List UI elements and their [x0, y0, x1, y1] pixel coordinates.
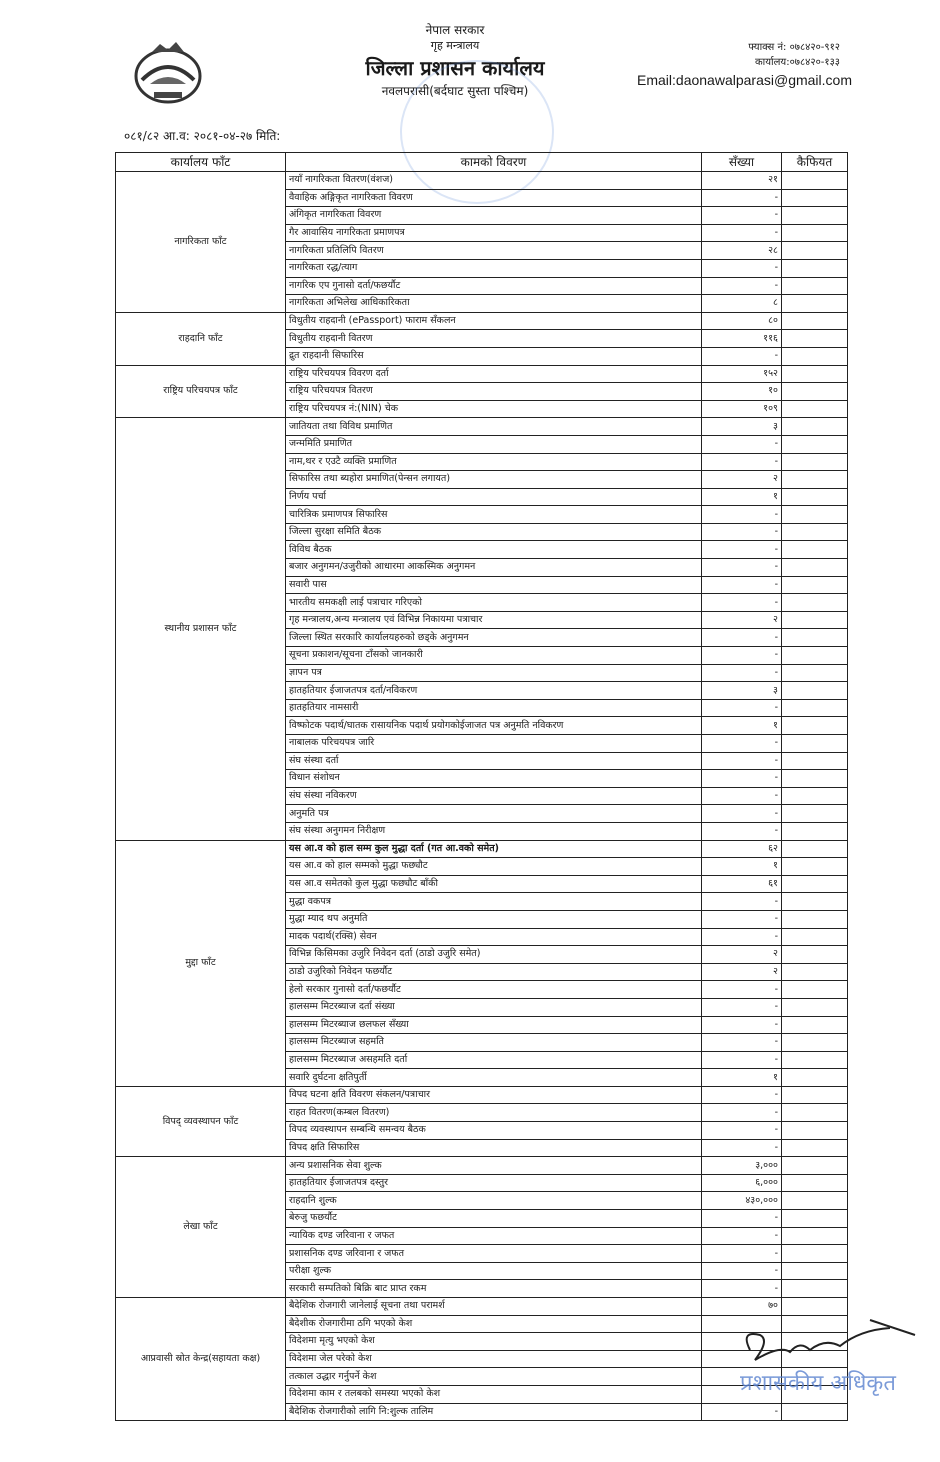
- remarks-cell: [782, 1210, 848, 1228]
- remarks-cell: [782, 1157, 848, 1175]
- description-cell: नागरिक एप गुनासो दर्ता/फछर्यौट: [286, 277, 702, 295]
- remarks-cell: [782, 910, 848, 928]
- remarks-cell: [782, 347, 848, 365]
- count-cell: -: [702, 629, 782, 647]
- count-cell: -: [702, 787, 782, 805]
- count-cell: [702, 1385, 782, 1403]
- section-name-cell: आप्रवासी स्रोत केन्द्र(सहायता कक्ष): [116, 1298, 286, 1421]
- remarks-cell: [782, 699, 848, 717]
- description-cell: मुद्धा म्याद थप अनुमति: [286, 910, 702, 928]
- count-cell: -: [702, 1227, 782, 1245]
- col-header-count: सँख्या: [702, 153, 782, 172]
- count-cell: १०: [702, 383, 782, 401]
- remarks-cell: [782, 1051, 848, 1069]
- government-name: नेपाल सरकार: [425, 23, 485, 37]
- remarks-cell: [782, 594, 848, 612]
- remarks-cell: [782, 893, 848, 911]
- description-cell: संघ संस्था नविकरण: [286, 787, 702, 805]
- count-cell: २: [702, 471, 782, 489]
- description-cell: जिल्ला सुरक्षा समिति बैठक: [286, 523, 702, 541]
- table-row: [116, 172, 848, 190]
- description-cell: न्यायिक दण्ड जरिवाना र जफत: [286, 1227, 702, 1245]
- description-cell: नाबालक परिचयपत्र जारि: [286, 735, 702, 753]
- remarks-cell: [782, 629, 848, 647]
- remarks-cell: [782, 805, 848, 823]
- remarks-cell: [782, 471, 848, 489]
- count-cell: -: [702, 1245, 782, 1263]
- remarks-cell: [782, 1086, 848, 1104]
- remarks-cell: [782, 1227, 848, 1245]
- description-cell: विधुतीय राहदानी वितरण: [286, 330, 702, 348]
- office-name: जिल्ला प्रशासन कार्यालय: [365, 56, 545, 80]
- count-cell: -: [702, 1210, 782, 1228]
- remarks-cell: [782, 488, 848, 506]
- remarks-cell: [782, 1104, 848, 1122]
- description-cell: बैदेशीक रोजगारीमा ठगि भएको केश: [286, 1315, 702, 1333]
- count-cell: -: [702, 770, 782, 788]
- count-cell: -: [702, 559, 782, 577]
- count-cell: [702, 1368, 782, 1386]
- description-cell: हालसम्म मिटरब्याज छलफल सँख्या: [286, 1016, 702, 1034]
- description-cell: अंगिकृत नागरिकता विवरण: [286, 207, 702, 225]
- count-cell: -: [702, 594, 782, 612]
- count-cell: -: [702, 735, 782, 753]
- remarks-cell: [782, 1385, 848, 1403]
- description-cell: हालसम्म मिटरब्याज दर्ता संख्या: [286, 998, 702, 1016]
- count-cell: -: [702, 1104, 782, 1122]
- table-body: [116, 172, 848, 1421]
- remarks-cell: [782, 559, 848, 577]
- count-cell: -: [702, 1034, 782, 1052]
- description-cell: चारित्रिक प्रमाणपत्र सिफारिस: [286, 506, 702, 524]
- count-cell: -: [702, 453, 782, 471]
- count-cell: -: [702, 910, 782, 928]
- count-cell: -: [702, 541, 782, 559]
- count-cell: ८०: [702, 312, 782, 330]
- description-cell: वैवाहिक अङ्गिकृत नागरिकता विवरण: [286, 189, 702, 207]
- description-cell: जातियता तथा विविध प्रमाणित: [286, 418, 702, 436]
- count-cell: -: [702, 664, 782, 682]
- description-cell: तत्काल उद्धार गर्नुपर्ने केश: [286, 1368, 702, 1386]
- count-cell: ६,०००: [702, 1174, 782, 1192]
- count-cell: -: [702, 805, 782, 823]
- description-cell: राष्ट्रिय परिचयपत्र नं:(NIN) चेक: [286, 400, 702, 418]
- description-cell: जिल्ला स्थित सरकारि कार्यालयहरुको छड्के अनुगमन: [286, 629, 702, 647]
- remarks-cell: [782, 1368, 848, 1386]
- count-cell: २: [702, 963, 782, 981]
- count-cell: -: [702, 277, 782, 295]
- count-cell: -: [702, 189, 782, 207]
- description-cell: राहत वितरण(कम्बल वितरण): [286, 1104, 702, 1122]
- description-cell: यस आ.व को हाल सम्मको मुद्धा फछ्यौट: [286, 858, 702, 876]
- remarks-cell: [782, 576, 848, 594]
- count-cell: -: [702, 1262, 782, 1280]
- remarks-cell: [782, 928, 848, 946]
- table-row: [116, 312, 848, 330]
- description-cell: संघ संस्था अनुगमन निरीक्षण: [286, 822, 702, 840]
- remarks-cell: [782, 664, 848, 682]
- description-cell: अनुमति पत्र: [286, 805, 702, 823]
- description-cell: विपद क्षति सिफारिस: [286, 1139, 702, 1157]
- remarks-cell: [782, 1139, 848, 1157]
- description-cell: संघ संस्था दर्ता: [286, 752, 702, 770]
- col-header-section: कार्यालय फाँट: [116, 153, 286, 172]
- count-cell: -: [702, 998, 782, 1016]
- fax-number: फ्याक्स नं: ०७८४२०-९१२: [748, 42, 840, 53]
- remarks-cell: [782, 189, 848, 207]
- remarks-cell: [782, 647, 848, 665]
- count-cell: -: [702, 981, 782, 999]
- count-cell: -: [702, 699, 782, 717]
- office-heading: [300, 22, 610, 100]
- count-cell: -: [702, 893, 782, 911]
- remarks-cell: [782, 1016, 848, 1034]
- description-cell: हालसम्म मिटरब्याज असहमति दर्ता: [286, 1051, 702, 1069]
- report-table: [115, 152, 848, 1421]
- contact-info: [625, 40, 852, 90]
- description-cell: ज्ञापन पत्र: [286, 664, 702, 682]
- remarks-cell: [782, 1245, 848, 1263]
- count-cell: -: [702, 1403, 782, 1421]
- remarks-cell: [782, 418, 848, 436]
- description-cell: नागरिकता अभिलेख आधिकारिकता: [286, 295, 702, 313]
- remarks-cell: [782, 541, 848, 559]
- description-cell: मादक पदार्थ(रक्सि) सेवन: [286, 928, 702, 946]
- remarks-cell: [782, 682, 848, 700]
- description-cell: जन्ममिति प्रमाणित: [286, 435, 702, 453]
- count-cell: -: [702, 347, 782, 365]
- section-name-cell: नागरिकता फाँट: [116, 172, 286, 313]
- description-cell: नयाँ नागरिकता वितरण(वंशज): [286, 172, 702, 190]
- remarks-cell: [782, 735, 848, 753]
- description-cell: विधान संशोधन: [286, 770, 702, 788]
- count-cell: ८: [702, 295, 782, 313]
- description-cell: यस आ.व को हाल सम्म कुल मुद्धा दर्ता (गत आ.वको समेत): [286, 840, 702, 858]
- count-cell: ६२: [702, 840, 782, 858]
- remarks-cell: [782, 822, 848, 840]
- remarks-cell: [782, 787, 848, 805]
- ministry-name: गृह मन्त्रालय: [430, 39, 480, 52]
- table-row: [116, 418, 848, 436]
- description-cell: ठाडो उजुरिको निवेदन फछर्यौट: [286, 963, 702, 981]
- remarks-cell: [782, 312, 848, 330]
- count-cell: -: [702, 1139, 782, 1157]
- description-cell: प्रशासनिक दण्ड जरिवाना र जफत: [286, 1245, 702, 1263]
- description-cell: परीक्षा शुल्क: [286, 1262, 702, 1280]
- count-cell: -: [702, 259, 782, 277]
- remarks-cell: [782, 523, 848, 541]
- count-cell: -: [702, 224, 782, 242]
- count-cell: -: [702, 928, 782, 946]
- description-cell: बैदेशिक रोजगारी जानेलाई सूचना तथा परामर्श: [286, 1298, 702, 1316]
- count-cell: -: [702, 576, 782, 594]
- remarks-cell: [782, 1350, 848, 1368]
- remarks-cell: [782, 365, 848, 383]
- description-cell: विविध बैठक: [286, 541, 702, 559]
- count-cell: -: [702, 506, 782, 524]
- description-cell: निर्णय पर्चा: [286, 488, 702, 506]
- remarks-cell: [782, 242, 848, 260]
- remarks-cell: [782, 770, 848, 788]
- district-name: नवलपरासी(बर्दघाट सुस्ता पश्चिम): [381, 84, 529, 98]
- count-cell: -: [702, 1280, 782, 1298]
- description-cell: विदेशमा जेल परेको केश: [286, 1350, 702, 1368]
- remarks-cell: [782, 963, 848, 981]
- count-cell: ३: [702, 682, 782, 700]
- reference-date-line: ०८१/८२ आ.व: २०८१-०४-२७ मिति:: [124, 129, 281, 143]
- description-cell: विभिन्न किसिमका उजुरि निवेदन दर्ता (ठाडो उजुरि समेत): [286, 946, 702, 964]
- description-cell: हेलो सरकार गुनासो दर्ता/फछर्यौट: [286, 981, 702, 999]
- count-cell: १०९: [702, 400, 782, 418]
- remarks-cell: [782, 875, 848, 893]
- count-cell: -: [702, 647, 782, 665]
- remarks-cell: [782, 611, 848, 629]
- remarks-cell: [782, 752, 848, 770]
- col-header-description: कामको विवरण: [286, 153, 702, 172]
- description-cell: बजार अनुगमन/उजुरीको आधारमा आकस्मिक अनुगमन: [286, 559, 702, 577]
- count-cell: २: [702, 611, 782, 629]
- remarks-cell: [782, 840, 848, 858]
- remarks-cell: [782, 858, 848, 876]
- description-cell: गैर आवासिय नागरिकता प्रमाणपत्र: [286, 224, 702, 242]
- table-row: [116, 365, 848, 383]
- remarks-cell: [782, 277, 848, 295]
- section-name-cell: लेखा फाँट: [116, 1157, 286, 1298]
- remarks-cell: [782, 998, 848, 1016]
- count-cell: ६१: [702, 875, 782, 893]
- count-cell: [702, 1350, 782, 1368]
- section-name-cell: राहदानि फाँट: [116, 312, 286, 365]
- table-header-row: [116, 153, 848, 172]
- description-cell: सिफारिस तथा ब्यहोरा प्रमाणित(पेन्सन लगायत): [286, 471, 702, 489]
- description-cell: सूचना प्रकाशन/सूचना टाँसको जानकारी: [286, 647, 702, 665]
- count-cell: [702, 1315, 782, 1333]
- description-cell: विपद घटना क्षति विवरण संकलन/पत्राचार: [286, 1086, 702, 1104]
- description-cell: सरकारी सम्पतिको बिक्रि बाट प्राप्त रकम: [286, 1280, 702, 1298]
- description-cell: विपद व्यवस्थापन सम्बन्धि समन्वय बैठक: [286, 1122, 702, 1140]
- count-cell: २८: [702, 242, 782, 260]
- remarks-cell: [782, 717, 848, 735]
- remarks-cell: [782, 1069, 848, 1087]
- remarks-cell: [782, 1174, 848, 1192]
- count-cell: -: [702, 207, 782, 225]
- count-cell: ३: [702, 418, 782, 436]
- letterhead: [0, 0, 940, 150]
- description-cell: बैदेशिक रोजगारीको लागि नि:शुल्क तालिम: [286, 1403, 702, 1421]
- description-cell: विधुतीय राहदानी (ePassport) फाराम सँकलन: [286, 312, 702, 330]
- description-cell: विदेशमा मृत्यु भएको केश: [286, 1333, 702, 1351]
- description-cell: गृह मन्त्रालय,अन्य मन्त्रालय एवं विभिन्न निकायमा पत्राचार: [286, 611, 702, 629]
- count-cell: -: [702, 822, 782, 840]
- remarks-cell: [782, 1298, 848, 1316]
- count-cell: -: [702, 1051, 782, 1069]
- description-cell: राष्ट्रिय परिचयपत्र विवरण दर्ता: [286, 365, 702, 383]
- col-header-remarks: कैफियत: [782, 153, 848, 172]
- table-row: [116, 1298, 848, 1316]
- section-name-cell: मुद्दा फाँट: [116, 840, 286, 1086]
- description-cell: नाम,थर र एउटै व्यक्ति प्रमाणित: [286, 453, 702, 471]
- count-cell: १: [702, 858, 782, 876]
- description-cell: नागरिकता रद्ध/त्याग: [286, 259, 702, 277]
- remarks-cell: [782, 207, 848, 225]
- table-row: [116, 1157, 848, 1175]
- count-cell: -: [702, 1122, 782, 1140]
- count-cell: ३,०००: [702, 1157, 782, 1175]
- count-cell: ७०: [702, 1298, 782, 1316]
- description-cell: हालसम्म मिटरब्याज सहमति: [286, 1034, 702, 1052]
- description-cell: द्रुत राहदानी सिफारिस: [286, 347, 702, 365]
- description-cell: हातहतियार ईजाजतपत्र दर्ता/नविकरण: [286, 682, 702, 700]
- count-cell: १: [702, 1069, 782, 1087]
- description-cell: सवारि दुर्घटना क्षतिपुर्ती: [286, 1069, 702, 1087]
- description-cell: विष्फोटक पदार्थ/घातक रासायनिक पदार्थ प्रयोगकोईजाजत पत्र अनुमति नविकरण: [286, 717, 702, 735]
- remarks-cell: [782, 506, 848, 524]
- description-cell: भारतीय समकक्षी लाई पत्राचार गरिएको: [286, 594, 702, 612]
- description-cell: नागरिकता प्रतिलिपि वितरण: [286, 242, 702, 260]
- count-cell: [702, 1333, 782, 1351]
- description-cell: विदेशमा काम र तलबको समस्या भएको केश: [286, 1385, 702, 1403]
- remarks-cell: [782, 946, 848, 964]
- description-cell: सवारी पास: [286, 576, 702, 594]
- remarks-cell: [782, 259, 848, 277]
- description-cell: राहदानि शुल्क: [286, 1192, 702, 1210]
- remarks-cell: [782, 224, 848, 242]
- remarks-cell: [782, 1262, 848, 1280]
- count-cell: -: [702, 1086, 782, 1104]
- remarks-cell: [782, 1280, 848, 1298]
- remarks-cell: [782, 400, 848, 418]
- remarks-cell: [782, 1333, 848, 1351]
- remarks-cell: [782, 1122, 848, 1140]
- remarks-cell: [782, 1403, 848, 1421]
- email-address: Email:daonawalparasi@gmail.com: [637, 72, 852, 88]
- description-cell: बेरुजु फछर्यौट: [286, 1210, 702, 1228]
- section-name-cell: राष्ट्रिय परिचयपत्र फाँट: [116, 365, 286, 418]
- description-cell: मुद्धा वकपत्र: [286, 893, 702, 911]
- svg-text:प्रशासकीय अधिकृत: प्रशासकीय अधिकृत: [740, 1371, 896, 1396]
- count-cell: -: [702, 523, 782, 541]
- remarks-cell: [782, 1034, 848, 1052]
- section-name-cell: विपद् व्यवस्थापन फाँट: [116, 1086, 286, 1156]
- description-cell: अन्य प्रशासनिक सेवा शुल्क: [286, 1157, 702, 1175]
- table-row: [116, 1086, 848, 1104]
- count-cell: -: [702, 752, 782, 770]
- table-row: [116, 840, 848, 858]
- remarks-cell: [782, 1315, 848, 1333]
- count-cell: २: [702, 946, 782, 964]
- description-cell: यस आ.व समेतको कुल मुद्धा फछ्यौट बाँकी: [286, 875, 702, 893]
- count-cell: १५२: [702, 365, 782, 383]
- description-cell: हातहतियार नामसारी: [286, 699, 702, 717]
- office-phone: कार्यालय:०७८४२०-१३३: [754, 57, 840, 68]
- remarks-cell: [782, 330, 848, 348]
- remarks-cell: [782, 172, 848, 190]
- count-cell: -: [702, 1016, 782, 1034]
- count-cell: १: [702, 717, 782, 735]
- nepal-emblem-icon: [132, 40, 204, 106]
- remarks-cell: [782, 383, 848, 401]
- section-name-cell: स्थानीय प्रशासन फाँट: [116, 418, 286, 840]
- count-cell: -: [702, 435, 782, 453]
- remarks-cell: [782, 295, 848, 313]
- remarks-cell: [782, 981, 848, 999]
- remarks-cell: [782, 453, 848, 471]
- remarks-cell: [782, 435, 848, 453]
- count-cell: ४३०,०००: [702, 1192, 782, 1210]
- count-cell: १: [702, 488, 782, 506]
- description-cell: हातहतियार ईजाजतपत्र दस्तुर: [286, 1174, 702, 1192]
- count-cell: ११६: [702, 330, 782, 348]
- count-cell: २१: [702, 172, 782, 190]
- description-cell: राष्ट्रिय परिचयपत्र वितरण: [286, 383, 702, 401]
- remarks-cell: [782, 1192, 848, 1210]
